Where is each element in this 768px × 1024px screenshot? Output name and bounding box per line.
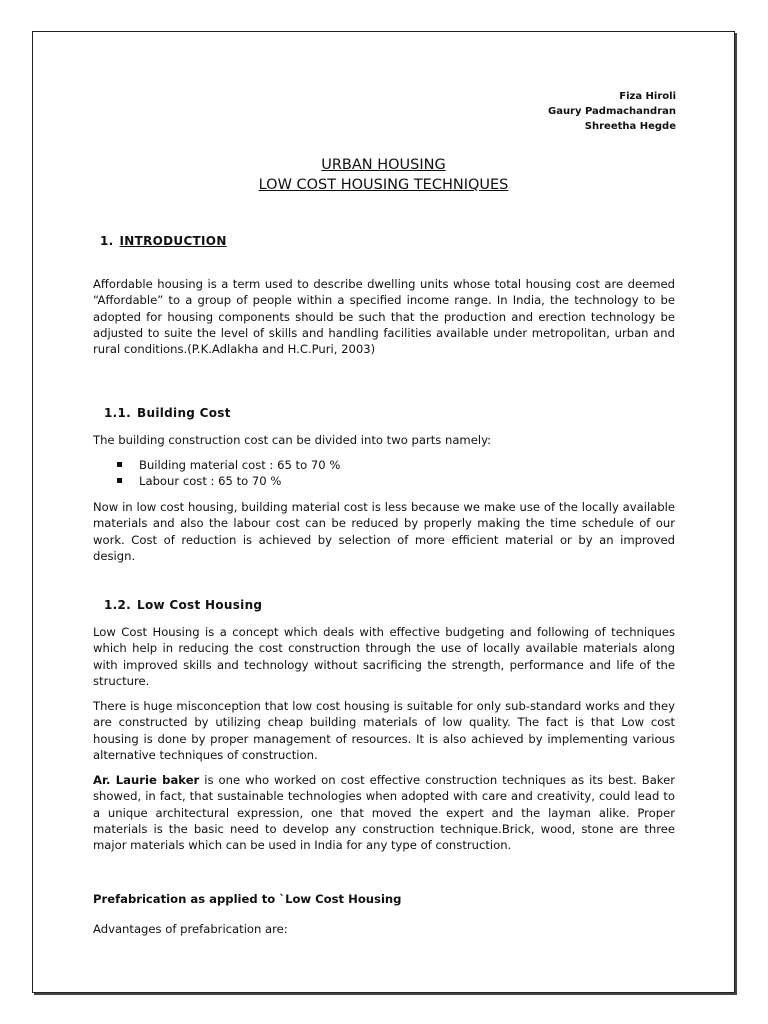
section-number: 1.2. [104, 598, 132, 612]
section-number: 1. [100, 234, 114, 248]
author-list [548, 89, 676, 134]
document-page [32, 31, 735, 993]
section-title: Building Cost [137, 406, 231, 420]
section-heading-introduction [100, 234, 227, 248]
low-cost-housing-paragraph-1: Low Cost Housing is a concept which deals with effective budgeting and following of techniques which help in reducing the cost construction through the use of locally available materials along with improved skills and technology without sacrificing the strength, performance and life of the structure. [93, 625, 675, 688]
author-name: Gaury Padmachandran [547, 106, 676, 117]
highlighted-name: Ar. Laurie baker [93, 773, 200, 787]
building-cost-paragraph: Now in low cost housing, building material cost is less because we make use of the locally available materials and also the labour cost can be reduced by properly making the time schedule of our work. Cost of reduction is achieved by selection of more efficient material or by an improved design. [93, 500, 675, 563]
section-heading-low-cost-housing [104, 598, 262, 612]
section-heading-building-cost [104, 406, 231, 420]
title-line-1: URBAN HOUSING [321, 157, 446, 173]
author-name: Shreetha Hegde [584, 121, 676, 132]
building-cost-list [93, 457, 340, 490]
bullet-icon [117, 462, 122, 467]
prefabrication-heading: Prefabrication as applied to `Low Cost Housing [93, 892, 402, 906]
low-cost-housing-paragraph-2: There is huge misconception that low cost housing is suitable for only sub-standard works and they are constructed by utilizing cheap building materials of low quality. The fact is that Low cost housing is done by proper management of resources. It is also achieved by implementing various alternative techniques of construction. [93, 699, 675, 762]
section-number: 1.1. [104, 406, 132, 420]
bullet-icon [117, 478, 122, 483]
section-title: INTRODUCTION [119, 234, 227, 248]
introduction-paragraph: Affordable housing is a term used to describe dwelling units whose total housing cost are deemed “Affordable” to a group of people within a specified income range. In India, the technology to be adopted for housing components should be such that the production and erection technology be adjusted to suite the level of skills and handling facilities available under metropolitan, urban and rural conditions.(P.K.Adlakha and H.C.Puri, 2003) [93, 277, 675, 357]
low-cost-housing-paragraph-3: Ar. Laurie baker is one who worked on cost effective construction techniques as its best. Baker showed, in fact, that sustainable technologies when adopted with care and creativity, could lead to a unique architectural expression, one that moved the expert and the layman alike. Proper materials is the basic need to develop any construction technique.Brick, wood, stone are three major materials which can be used in India for any type of construction. [93, 773, 676, 853]
list-item: Labour cost : 65 to 70 % [93, 473, 340, 489]
title-line-2: LOW COST HOUSING TECHNIQUES [258, 177, 509, 193]
list-item: Building material cost : 65 to 70 % [93, 457, 340, 473]
author-name: Fiza Hiroli [619, 91, 676, 102]
building-cost-intro: The building construction cost can be divided into two parts namely: [93, 433, 492, 447]
prefabrication-intro: Advantages of prefabrication are: [93, 922, 288, 936]
document-title [33, 155, 734, 195]
section-title: Low Cost Housing [137, 598, 263, 612]
